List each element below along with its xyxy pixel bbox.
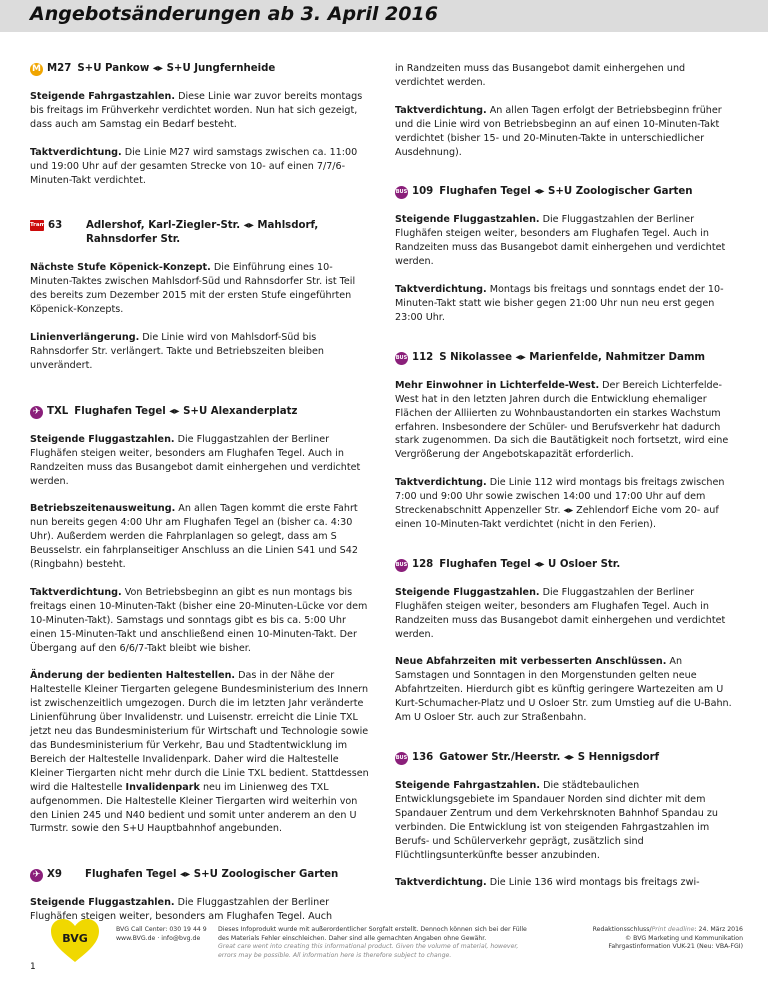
paragraph: Steigende Fahrgastzahlen. Die städtebaulichen Entwicklungsgebiete im Spandauer Norden sind dichter mit dem Spandauer Zentrum und dem Verkehrsknoten Bahnhof Spandau zu verbinden. Die Entwicklung ist von steigenden Fahrgastzahlen im Berufs- und Schülerverkehr geprägt, zusätzlich sind Flüchtlingsunterkünfte besser anzubinden. [395,780,718,861]
bvg-logo [50,918,100,964]
metro-icon: M [30,63,43,76]
header-bar [0,0,768,32]
section-x9 [30,868,372,924]
bus-icon: BUS [395,186,408,199]
section-m27 [30,62,372,187]
line-heading-112 [395,351,737,365]
deadline: Redaktionsschluss/Print deadline: 24. März 2016 [592,926,743,933]
imprint [543,926,743,952]
line-number: 128 [412,558,434,570]
tram-icon: Tram [30,220,44,231]
airplane-icon: ✈ [30,869,43,882]
line-route: Flughafen Tegel ◂▸ S+U Zoologischer Garten [439,186,693,198]
section-txl [30,405,372,837]
paragraph: Taktverdichtung. Montags bis freitags und sonntags endet der 10-Minuten-Takt statt wie bisher gegen 21:00 Uhr nun neu erst gegen 23:00 Uhr. [395,284,724,323]
section-109 [395,185,737,324]
paragraph: Änderung der bedienten Haltestellen. Das in der Nähe der Haltestelle Kleiner Tiergarten gelegene Bundesministerium des Innern ist zwischenzeitlich umgezogen. Durch die im letzten Jahr veränderte Linienführung über Invalidenstr. und Luisenstr. erreicht die Linie TXL jetzt neu das Bundesministerium für Wirtschaft und Technologie sowie das Bundesministerium für Verkehr, Bau und Stadtentwicklung im Bereich der Haltestelle Invalidenpark. Daher wird die Haltestelle Kleiner Tiergarten nicht mehr durch die Linie TXL bedient. Stattdessen wird die Haltestelle Invalidenpark neu im Linienweg des TXL aufgenommen. Die Haltestelle Kleiner Tiergarten wird weiterhin von den Linien 245 und N40 bedient und somit unter anderem an den U Turmstr. sowie den S+U Hauptbahnhof angebunden. [30,670,369,835]
bus-icon: BUS [395,559,408,572]
paragraph: Taktverdichtung. Die Linie 136 wird montags bis freitags zwi- [395,877,700,889]
paragraph: Taktverdichtung. Die Linie 112 wird montags bis freitags zwischen 7:00 und 9:00 Uhr sowie zwischen 14:00 und 17:00 Uhr auf dem Streckenabschnitt Appenzeller Str. ◂▸ Zehlendorf Eiche vom 20- auf einen 10-Minuten-Takt verdichtet (nicht in den Ferien). [395,477,725,530]
paragraph: Taktverdichtung. Von Betriebsbeginn an gibt es nun montags bis freitags einen 10-Minuten-Takt (bisher eine 20-Minuten-Lücke vor dem 10-Minuten-Takt). Samstags und sonntags gibt es bis ca. 5:00 Uhr einen 15-Minuten-Takt und anschließend einen 10-Minuten-Takt. Der Übergang auf den 6/6/7-Takt bleibt wie bisher. [30,586,368,654]
line-heading-63 [30,219,372,247]
line-route: Flughafen Tegel ◂▸ S+U Zoologischer Garten [85,869,339,881]
line-number: 63 [48,220,63,232]
paragraph: in Randzeiten muss das Busangebot damit einhergehen und verdichtet werden. [395,63,686,88]
contact-info [116,926,207,943]
paragraph: Mehr Einwohner in Lichterfelde-West. Der Bereich Lichterfelde-West hat in den letzten Jahren durch die Entwicklung ehemaliger Flächen der Alliierten zu Wohnbaustandorten ein starkes Wachstum erfahren. Insbesondere der Schüler- und Berufsverkehr hat dadurch stark zugenommen. Da sich die Bautätigkeit noch fortsetzt, wird eine Vergrößerung der Angebotskapazität erforderlich. [395,379,729,461]
left-column [30,62,372,924]
line-route: Flughafen Tegel ◂▸ S+U Alexanderplatz [74,405,298,417]
section-136 [395,751,737,890]
paragraph: Neue Abfahrzeiten mit verbesserten Anschlüssen. An Samstagen und Sonntagen in den Morgenstunden gelten neue Abfahrtzeiten. Hierdurch gibt es künftig geringere Wartezeiten am U Kurt-Schumacher-Platz und U Osloer Str. zum Umstieg auf die U-Bahn. Am U Osloer Str. auch zur Straßenbahn. [395,656,732,724]
line-heading-m27 [30,62,372,76]
paragraph: Linienverlängerung. Die Linie wird von Mahlsdorf-Süd bis Rahnsdorfer Str. verlängert. Takte und Betriebszeiten bleiben unverändert. [30,332,324,371]
paragraph: Taktverdichtung. Die Linie M27 wird samstags zwischen ca. 11:00 und 19:00 Uhr auf der gesamten Strecke von 10- auf einen 7/7/6-Minuten-Takt verdichtet. [30,146,358,186]
line-heading-txl [30,405,372,419]
line-number: M27 [47,63,72,74]
line-heading-128 [395,558,737,572]
paragraph: Taktverdichtung. An allen Tagen erfolgt der Betriebsbeginn früher und die Linie wird von Betriebsbeginn an auf einen 10-Minuten-Takt verdichtet (bisher 15- und 20-Minuten-Takte in unterschiedlicher Ausdehnung). [395,104,722,158]
section-x9-continued [395,62,737,159]
page-title: Angebotsänderungen ab 3. April 2016 [30,3,438,25]
callcenter: BVG Call Center: 030 19 44 9 [116,926,207,933]
bus-icon: BUS [395,752,408,765]
line-number: 112 [412,351,434,363]
line-route: S Nikolassee ◂▸ Marienfelde, Nahmitzer Damm [439,351,706,363]
paragraph: Steigende Fluggastzahlen. Die Fluggastzahlen der Berliner Flughäfen steigen weiter, besonders am Flughafen Tegel. Auch [30,897,333,923]
line-heading-109 [395,185,737,199]
line-route: Adlershof, Karl-Ziegler-Str. ◂▸ Mahlsdorf, Rahnsdorfer Str. [86,220,319,246]
line-route: Flughafen Tegel ◂▸ U Osloer Str. [439,558,621,570]
line-number: X9 [47,869,62,881]
copyright: © BVG Marketing und Kommunikation [624,934,743,942]
section-128 [395,558,737,725]
footer [0,918,768,994]
paragraph: Betriebszeitenausweitung. An allen Tagen kommt die erste Fahrt nun bereits gegen 4:00 Uhr am Flughafen Tegel an (bisher ca. 4:30 Uhr). Außerdem werden die Fahrplanlagen so gelegt, dass am S Beusselstr. ein fahrplanseitiger Anschluss an die Linien S41 und S42 (Ringbahn) besteht. [30,503,358,571]
web-link[interactable]: www.BVG.de · info@bvg.de [116,934,201,942]
logo-text: BVG [62,932,88,945]
line-heading-x9 [30,868,372,882]
paragraph: Steigende Fahrgastzahlen. Diese Linie war zuvor bereits montags bis freitags im Frühverkehr verdichtet worden. Nun hat sich gezeigt, dass auch am Samstag ein Bedarf besteht. [30,91,363,130]
disclaimer-en: Great care went into creating this informational product. Given the volume of material, however, errors may be possible. All information here is therefore subject to change. [218,943,519,959]
right-column [395,62,737,890]
line-number: 136 [412,752,434,763]
line-route: S+U Pankow ◂▸ S+U Jungfernheide [77,63,276,74]
section-112 [395,351,737,532]
paragraph: Steigende Fluggastzahlen. Die Fluggastzahlen der Berliner Flughäfen steigen weiter, besonders am Flughafen Tegel. Auch in Randzeiten muss das Busangebot damit einhergehen und verdichtet werden. [395,214,726,268]
paragraph: Steigende Fluggastzahlen. Die Fluggastzahlen der Berliner Flughäfen steigen weiter, besonders am Flughafen Tegel. Auch in Randzeiten muss das Busangebot damit einhergehen und verdichtet werden. [395,586,726,640]
line-route: Gatower Str./Heerstr. ◂▸ S Hennigsdorf [439,752,660,763]
line-number: TXL [47,405,69,417]
product-info: Fahrgastinformation VUK-21 (Neu: VBA-FGI) [608,943,743,950]
paragraph: Steigende Fluggastzahlen. Die Fluggastzahlen der Berliner Flughäfen steigen weiter, besonders am Flughafen Tegel. Auch in Randzeiten muss das Busangebot damit einhergehen und verdichtet werden. [30,433,361,487]
section-63 [30,219,372,372]
page-number: 1 [30,962,36,972]
airplane-icon: ✈ [30,406,43,419]
disclaimer [218,926,538,960]
line-heading-136 [395,751,737,765]
bus-icon: BUS [395,352,408,365]
disclaimer-de: Dieses Infoprodukt wurde mit außerordentlicher Sorgfalt erstellt. Dennoch können sich bei der Fülle des Materials Fehler einschleichen. Daher sind alle gemachten Angaben ohne Gewähr. [218,926,527,942]
paragraph: Nächste Stufe Köpenick-Konzept. Die Einführung eines 10-Minuten-Taktes zwischen Mahlsdorf-Süd und Rahnsdorfer Str. ist Teil des bereits zum Dezember 2015 mit der ersten Stufe eingeführten Köpenick-Konzepts. [30,262,356,316]
line-number: 109 [412,186,434,198]
